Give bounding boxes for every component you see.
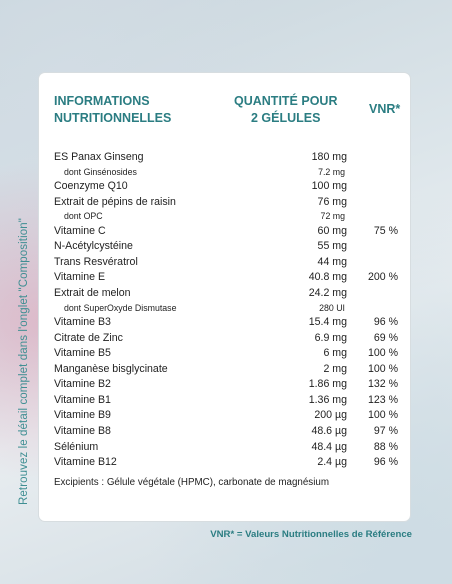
row-qty: 76 mg bbox=[317, 195, 347, 208]
header-informations-nutritionnelles bbox=[54, 93, 171, 127]
row-qty: 200 µg bbox=[314, 409, 347, 422]
row-name: Trans Resvératrol bbox=[54, 255, 138, 268]
row-qty: 48.6 µg bbox=[311, 425, 347, 438]
composition-side-note: Retrouvez le détail complet dans l'onglet "Composition" bbox=[18, 218, 30, 505]
header-vnr: VNR* bbox=[369, 102, 401, 116]
row-qty: 40.8 mg bbox=[308, 271, 347, 284]
row-qty: 60 mg bbox=[317, 224, 347, 237]
row-qty: 15.4 mg bbox=[308, 315, 347, 328]
row-qty: 48.4 µg bbox=[311, 440, 347, 453]
row-vnr: 100 % bbox=[367, 347, 398, 360]
row-name: N-Acétylcystéine bbox=[54, 240, 133, 253]
row-vnr: 123 % bbox=[367, 393, 398, 406]
row-qty: 2.4 µg bbox=[317, 456, 347, 469]
row-qty: 44 mg bbox=[317, 255, 347, 268]
row-name: Vitamine B3 bbox=[54, 315, 111, 328]
row-name: Vitamine B12 bbox=[54, 456, 117, 469]
table-subrow bbox=[39, 167, 410, 180]
row-name: dont SuperOxyde Dismutase bbox=[64, 302, 177, 313]
row-qty: 7.2 mg bbox=[318, 166, 345, 177]
table-row bbox=[39, 363, 410, 379]
row-qty: 1.86 mg bbox=[308, 378, 347, 391]
row-qty: 55 mg bbox=[317, 240, 347, 253]
row-vnr: 132 % bbox=[367, 378, 398, 391]
row-name: Vitamine B1 bbox=[54, 393, 111, 406]
row-name: Manganèse bisglycinate bbox=[54, 362, 168, 375]
row-vnr: 96 % bbox=[373, 315, 398, 328]
table-row bbox=[39, 287, 410, 303]
row-qty: 6 mg bbox=[323, 347, 347, 360]
row-name: Vitamine B5 bbox=[54, 347, 111, 360]
table-row bbox=[39, 180, 410, 196]
table-row bbox=[39, 378, 410, 394]
row-name: dont Ginsénosides bbox=[64, 166, 137, 177]
row-vnr: 96 % bbox=[373, 456, 398, 469]
row-qty: 6.9 mg bbox=[314, 331, 347, 344]
table-row bbox=[39, 441, 410, 457]
table-row bbox=[39, 256, 410, 272]
table-subrow bbox=[39, 211, 410, 224]
row-qty: 72 mg bbox=[320, 211, 345, 222]
row-name: dont OPC bbox=[64, 211, 103, 222]
row-vnr: 200 % bbox=[367, 271, 398, 284]
row-vnr: 97 % bbox=[373, 425, 398, 438]
row-qty: 1.36 mg bbox=[308, 393, 347, 406]
table-row bbox=[39, 225, 410, 241]
row-name: Extrait de pépins de raisin bbox=[54, 195, 176, 208]
row-qty: 280 UI bbox=[319, 302, 345, 313]
row-name: Vitamine C bbox=[54, 224, 106, 237]
row-name: ES Panax Ginseng bbox=[54, 151, 144, 163]
header-quantite bbox=[234, 93, 337, 127]
row-name: Vitamine B8 bbox=[54, 425, 111, 438]
row-name: Vitamine B2 bbox=[54, 378, 111, 391]
row-name: Vitamine B9 bbox=[54, 409, 111, 422]
table-row bbox=[39, 425, 410, 441]
row-qty: 180 mg bbox=[311, 151, 347, 163]
table-subrow bbox=[39, 303, 410, 316]
header-info-line1: INFORMATIONS bbox=[54, 94, 150, 108]
row-qty: 24.2 mg bbox=[308, 286, 347, 299]
row-vnr: 75 % bbox=[373, 224, 398, 237]
header-qty-line2: 2 GÉLULES bbox=[251, 111, 321, 125]
table-row bbox=[39, 409, 410, 425]
row-qty: 100 mg bbox=[311, 179, 347, 192]
header-info-line2: NUTRITIONNELLES bbox=[54, 111, 172, 125]
nutrition-rows bbox=[39, 151, 410, 472]
row-vnr: 100 % bbox=[367, 362, 398, 375]
row-name: Coenzyme Q10 bbox=[54, 179, 128, 192]
header-qty-line1: QUANTITÉ POUR bbox=[234, 94, 338, 108]
row-vnr: 100 % bbox=[367, 409, 398, 422]
table-row bbox=[39, 394, 410, 410]
row-name: Extrait de melon bbox=[54, 286, 131, 299]
excipients-text: Excipients : Gélule végétale (HPMC), carbonate de magnésium bbox=[54, 477, 329, 488]
table-row bbox=[39, 347, 410, 363]
row-vnr: 69 % bbox=[373, 331, 398, 344]
row-name: Sélénium bbox=[54, 440, 99, 453]
table-row bbox=[39, 332, 410, 348]
table-row bbox=[39, 316, 410, 332]
table-row bbox=[39, 240, 410, 256]
row-name: Vitamine E bbox=[54, 271, 106, 284]
row-qty: 2 mg bbox=[323, 362, 347, 375]
table-row bbox=[39, 456, 410, 472]
row-vnr: 88 % bbox=[373, 440, 398, 453]
table-row bbox=[39, 151, 410, 167]
vnr-footnote: VNR* = Valeurs Nutritionnelles de Référence bbox=[210, 529, 412, 540]
table-row bbox=[39, 271, 410, 287]
row-name: Citrate de Zinc bbox=[54, 331, 123, 344]
nutrition-facts-card bbox=[38, 72, 411, 522]
table-row bbox=[39, 196, 410, 212]
